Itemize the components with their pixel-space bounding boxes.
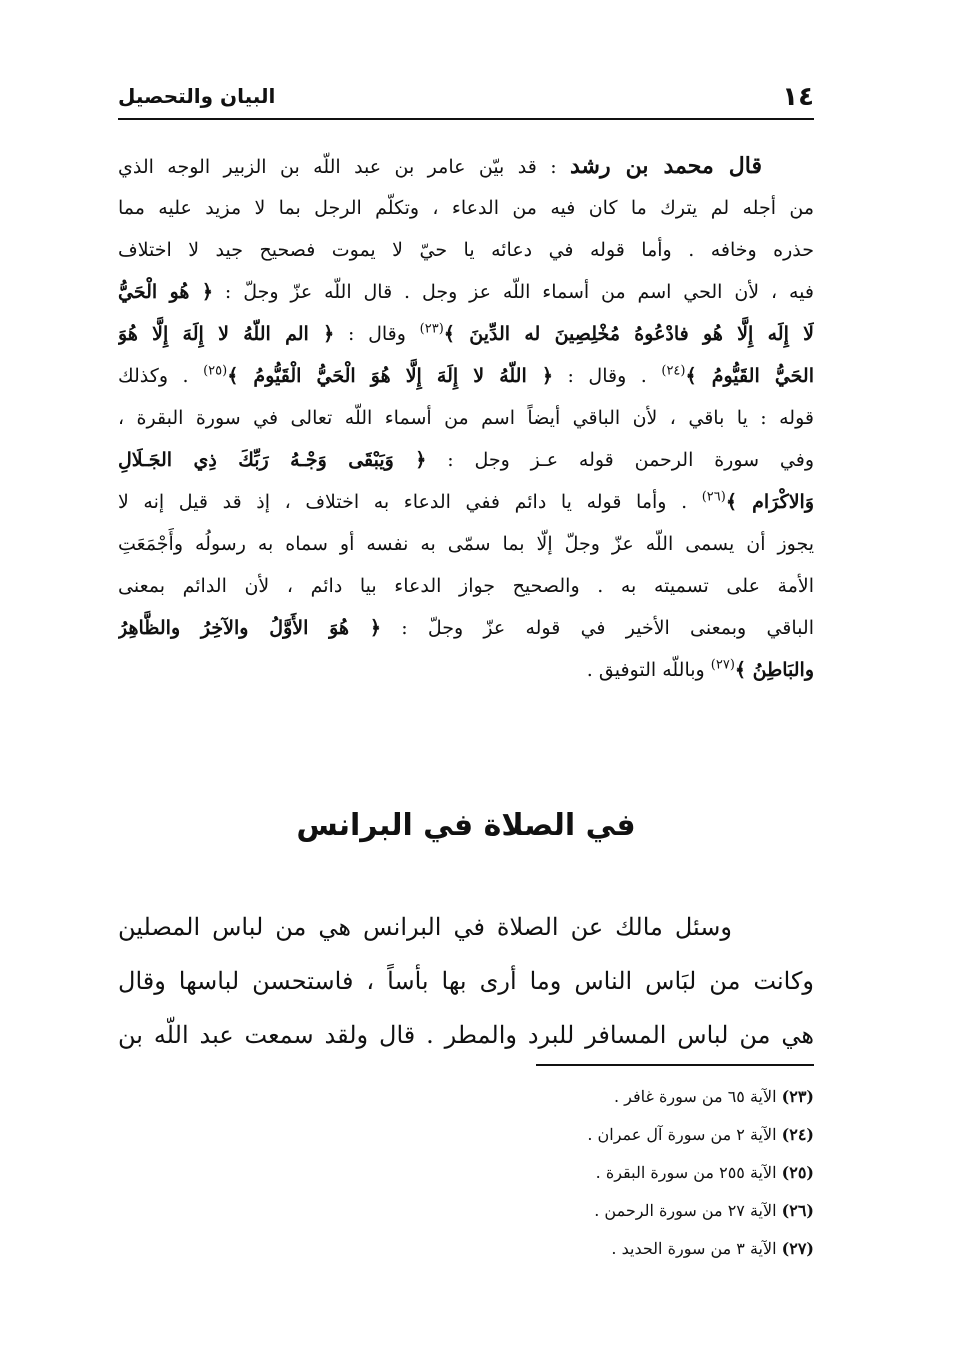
text-segment: وفي سورة الرحمن قوله عـز وجل : (426, 449, 814, 471)
text-line (118, 523, 814, 565)
text-line: وكانت من لبَاس الناس وما أرى بها بأساً ، فاستحسن لباسها وقال (118, 967, 814, 995)
text-segment: يجوز أن يسمى اللّه عزّ وجلّ إلّا بما سمّى به نفسه أو سماه به رسولُه وأَجْمَعَتِ (118, 533, 814, 555)
text-segment: من أجله لم يترك ما كان فيه من الدعاء ، وتكلّم الرجل بما لا مزيد عليه مما (118, 197, 814, 219)
footnote (394, 1154, 814, 1192)
text-line (118, 481, 814, 523)
text-line (118, 439, 814, 481)
quran-verse: وَالاكْرَام ﴾ (725, 491, 814, 513)
footnote-text: الآية ٢ من سورة آل عمران . (587, 1125, 782, 1144)
text-segment: حذره وخافه . وأما قوله في دعائه يا حيّ لا يموت فصحيح جيد لا اختلاف (118, 239, 814, 261)
text-segment: الباقي وبمعنى الأخير في قوله عزّ وجلّ : (380, 617, 814, 639)
text-line (118, 271, 814, 313)
text-segment: : قد بيّن عامر بن عبد اللّه بن الزبير الوجه الذي (118, 156, 570, 178)
text-segment: وقال : (334, 323, 420, 345)
footnote (394, 1116, 814, 1154)
footnote-number: (٢٤) (781, 1125, 814, 1144)
footnote (394, 1230, 814, 1268)
text-line (118, 355, 814, 397)
text-line (118, 397, 814, 439)
text-line (118, 607, 814, 649)
quran-verse: لَا إِلَه إِلَّا هُو فادْعُوهُ مُخْلِصِينَ له الدِّينَ ﴾ (443, 323, 814, 345)
quran-verse: الحَيُّ القَيُّومُ ﴾ (685, 365, 814, 387)
masala-paragraph (118, 900, 814, 1062)
quran-verse: ﴿ هُو الْحَيُّ (118, 281, 214, 303)
quran-verse: ﴿ اللّهُ لا إِلَهَ إِلَّا هُوَ الْحَيُّ الْقَيُّومُ ﴾ (227, 365, 553, 387)
footnote-number: (٢٦) (781, 1201, 814, 1220)
footnote-divider (536, 1064, 814, 1066)
text-line (118, 649, 814, 691)
text-line (118, 565, 814, 607)
footnote (394, 1192, 814, 1230)
quran-verse: ﴿ الم اللّهُ لا إِلَهَ إِلَّا هُوَ (118, 323, 335, 345)
text-line (118, 313, 814, 355)
footnote-reference: (٢٤) (661, 363, 686, 379)
text-line: هي من لباس المسافر للبرد والمطر . قال ولقد سمعت عبد اللّه بن (118, 1021, 814, 1049)
footnote (394, 1078, 814, 1116)
quran-verse: ﴿ هُوَ الأَوَّلُ والآخِرُ والظَّاهِرُ (118, 617, 381, 639)
footnote-text: الآية ٦٥ من سورة غافر . (614, 1087, 782, 1106)
speaker-name: قال محمد بن رشد (570, 153, 762, 179)
text-line (118, 229, 814, 271)
footnote-text: الآية ٣ من سورة الحديد . (611, 1239, 782, 1258)
page-header (118, 82, 814, 120)
footnote-reference: (٢٣) (419, 321, 444, 337)
footnotes (394, 1078, 814, 1268)
text-segment: فيه ، لأن الحي اسم من أسماء اللّه عز وجل . قال اللّه عزّ وجلّ : (213, 281, 814, 303)
text-segment: وباللّه التوفيق . (586, 659, 711, 681)
text-segment: . وأما قوله يا دائم ففي الدعاء به اختلاف ، إذ قد قيل إنه لا (118, 491, 702, 513)
footnote-text: الآية ٢٧ من سورة الرحمن . (594, 1201, 782, 1220)
text-line (118, 187, 814, 229)
quran-verse: ﴿ وَيَبْقَى وَجْـهُ رَبِّكَ ذِي الجَـلَالِ (118, 449, 427, 471)
footnote-reference: (٢٦) (701, 489, 726, 505)
footnote-number: (٢٧) (781, 1239, 814, 1258)
running-title: البيان والتحصيل (118, 84, 276, 108)
text-line (118, 145, 814, 187)
text-segment: قوله : يا باقي ، لأن الباقي أيضاً اسم من أسماء اللّه تعالى في سورة البقرة ، (118, 407, 814, 429)
footnote-reference: (٢٥) (203, 363, 228, 379)
quran-verse: والبَاطِنُ ﴾ (734, 659, 814, 681)
commentary-paragraph (118, 145, 814, 691)
footnote-number: (٢٥) (781, 1163, 814, 1182)
text-line: وسئل مالك عن الصلاة في البرانس هي من لباس المصلين (118, 913, 732, 941)
text-segment: . وقال : (552, 365, 662, 387)
footnote-text: الآية ٢٥٥ من سورة البقرة . (595, 1163, 782, 1182)
text-segment: . وكذلك (118, 365, 204, 387)
footnote-reference: (٢٧) (710, 657, 735, 673)
section-heading: في الصلاة في البرانس (296, 808, 636, 843)
footnote-number: (٢٣) (781, 1087, 814, 1106)
page-number: ١٤ (782, 82, 814, 112)
text-segment: الأمة على تسميته به . والصحيح جواز الدعاء بيا دائم ، لأن الدائم بمعنى (118, 575, 814, 597)
